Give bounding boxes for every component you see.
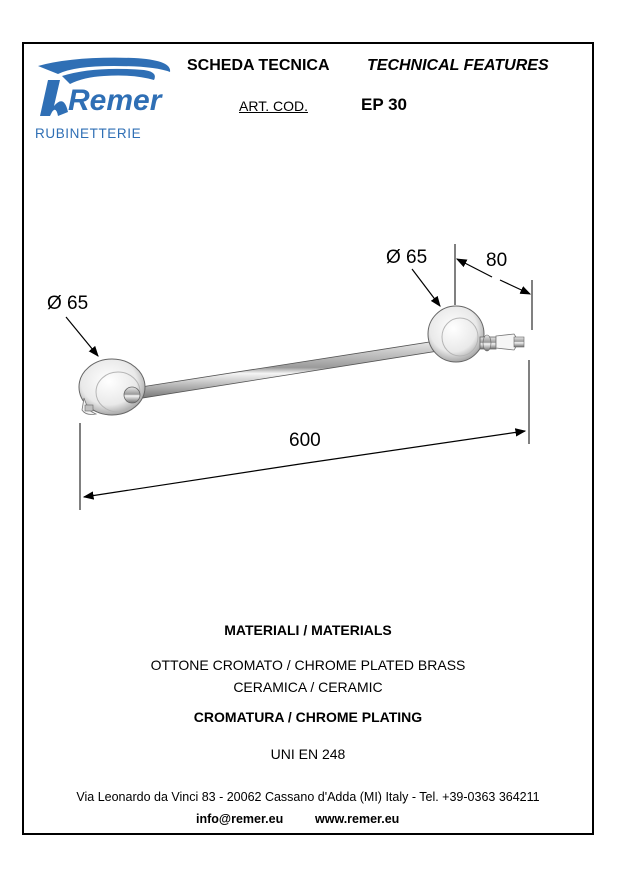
title-english: TECHNICAL FEATURES [367, 57, 549, 74]
footer-website[interactable]: www.remer.eu [315, 812, 400, 826]
plating-title: CROMATURA / CHROME PLATING [193, 709, 423, 725]
logo-subtitle: RUBINETTERIE [35, 126, 142, 141]
title-italian: SCHEDA TECNICA [187, 57, 330, 74]
footer-email[interactable]: info@remer.eu [196, 812, 284, 826]
footer-address: Via Leonardo da Vinci 83 - 20062 Cassano d'Adda (MI) Italy - Tel. +39-0363 364211 [76, 790, 540, 804]
materials-title: MATERIALI / MATERIALS [224, 622, 392, 638]
right-rosette [428, 306, 524, 362]
standard: UNI EN 248 [270, 746, 346, 762]
left-rosette [79, 359, 145, 415]
dim-right-diameter: Ø 65 [386, 247, 428, 268]
material-1: OTTONE CROMATO / CHROME PLATED BRASS [150, 657, 466, 673]
material-2: CERAMICA / CERAMIC [233, 679, 383, 695]
towel-bar-rod [128, 341, 438, 400]
dim-depth: 80 [486, 250, 508, 271]
logo-text: Remer [68, 84, 162, 117]
art-cod-value: EP 30 [361, 95, 408, 114]
art-cod-label: ART. COD. [239, 98, 308, 114]
dim-left-diameter: Ø 65 [47, 293, 89, 314]
dim-length: 600 [289, 430, 321, 451]
